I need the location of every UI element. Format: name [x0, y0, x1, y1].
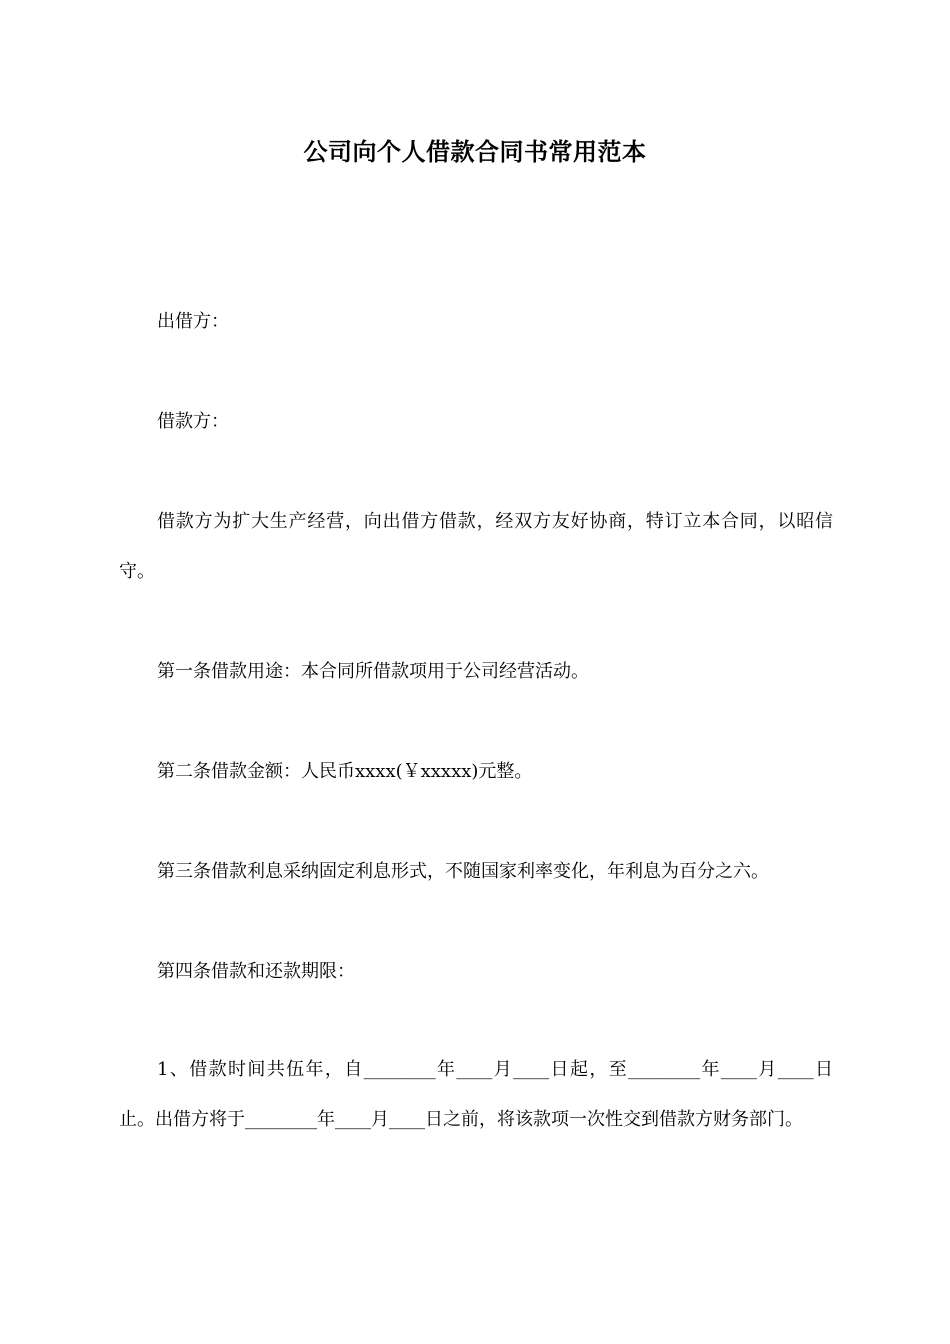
document-title: 公司向个人借款合同书常用范本: [303, 138, 647, 166]
preamble-paragraph: 借款方为扩大生产经营，向出借方借款，经双方友好协商，特订立本合同，以昭信守。: [119, 511, 833, 582]
borrower-line: 借款方：: [157, 411, 229, 432]
article-2-amount: 第二条借款金额：人民币xxxx(￥xxxxx)元整。: [157, 761, 533, 782]
article-3-interest: 第三条借款利息采纳固定利息形式，不随国家利率变化，年利息为百分之六。: [157, 861, 769, 882]
article-4-term-heading: 第四条借款和还款期限：: [157, 961, 355, 982]
article-4-clause-1: 1、借款时间共伍年，自________年____月____日起，至________年____月____日止。出借方将于________年____月____日之前，将该款项一次性交到借款方财务部门。: [119, 1059, 833, 1130]
lender-line: 出借方：: [157, 311, 229, 332]
article-1-purpose: 第一条借款用途：本合同所借款项用于公司经营活动。: [157, 661, 589, 682]
